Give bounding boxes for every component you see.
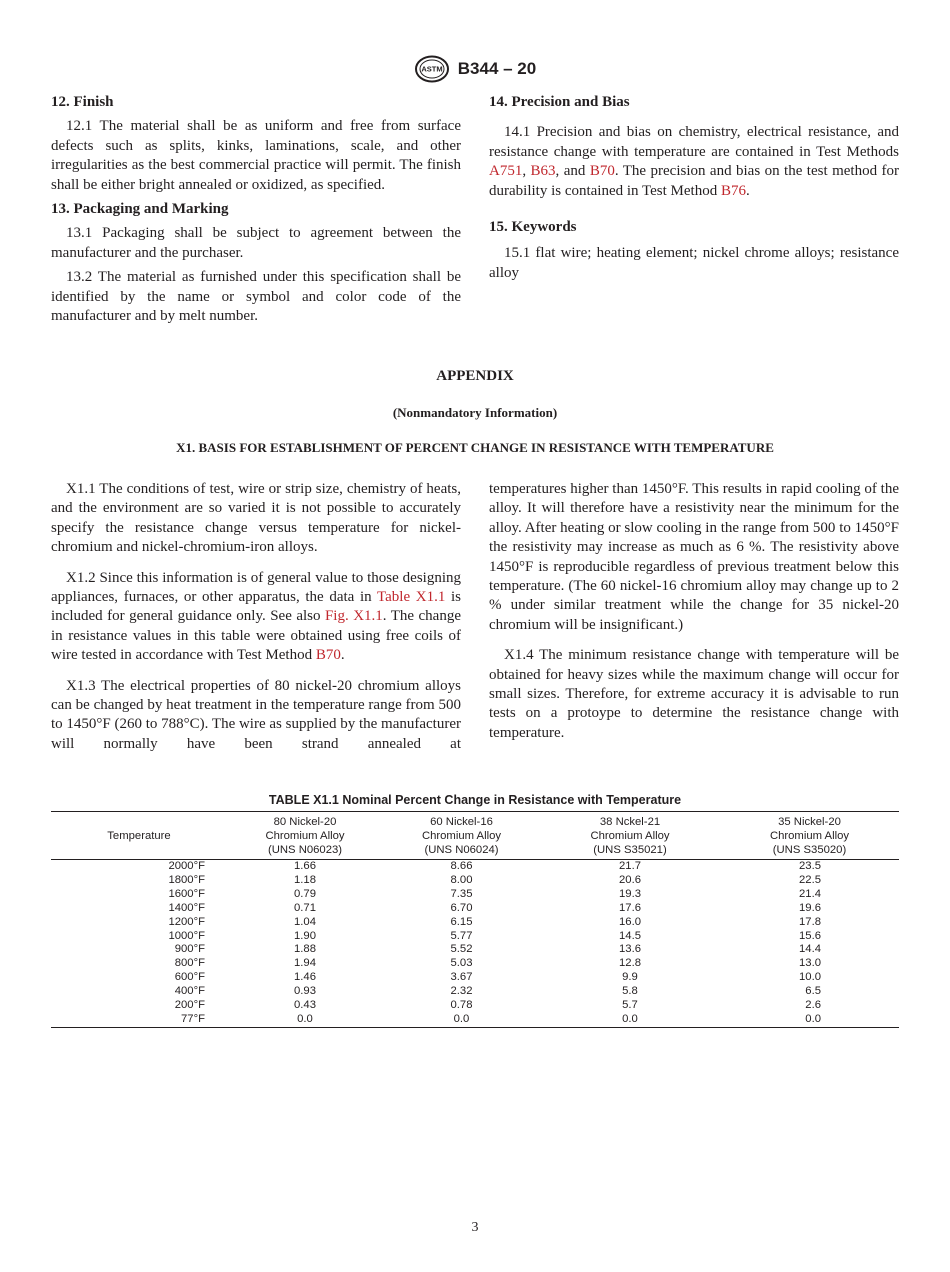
cell-temperature: 1800°F	[168, 873, 205, 886]
cell-temperature: 1200°F	[168, 915, 205, 928]
end-dot: .	[746, 182, 750, 199]
header-line: Chromium Alloy	[265, 830, 345, 842]
cell-alloy-2: 3.67	[450, 971, 473, 984]
section-13-1-text: 13.1 Packaging shall be subject to agreement between the manufacturer and the purchaser.	[51, 225, 461, 261]
cell-temperature: 900°F	[174, 943, 205, 956]
table-row	[51, 916, 899, 930]
cell-alloy-2: 2.32	[450, 985, 473, 998]
page-header	[0, 55, 950, 83]
cell-alloy-1: 1.90	[294, 929, 316, 942]
header-line: 38 Nckel-21	[599, 816, 661, 828]
table-row	[51, 1013, 899, 1027]
cell-alloy-4: 10.0	[799, 971, 821, 984]
appendix-x1-4-text: X1.4 The minimum resistance change with temperature will be obtained for heavy sizes while the maximum change will occur for small sizes. Therefore, for extreme accuracy it is advisable to run tests on a protoype to determine the resistance change with temperature.	[489, 647, 899, 741]
appendix-title: APPENDIX	[436, 368, 514, 384]
document-designation: B344 – 20	[457, 59, 537, 78]
cell-alloy-3: 14.5	[619, 929, 641, 942]
cell-temperature: 1600°F	[168, 887, 205, 900]
cell-temperature: 2000°F	[168, 860, 205, 872]
cell-alloy-4: 15.6	[799, 929, 821, 942]
cell-alloy-1: 0.43	[294, 999, 316, 1012]
ref-link-a751[interactable]: A751	[489, 163, 523, 180]
cell-alloy-3: 19.3	[619, 887, 641, 900]
header-line: (UNS N06023)	[267, 844, 343, 856]
cell-alloy-3: 21.7	[619, 860, 641, 872]
cell-alloy-2: 0.78	[450, 999, 473, 1012]
cell-temperature: 1400°F	[168, 901, 205, 914]
header-line: (UNS N06024)	[424, 844, 499, 856]
cell-temperature: 600°F	[174, 971, 205, 984]
cell-alloy-1: 0.93	[294, 985, 316, 998]
ref-link-b63[interactable]: B63	[530, 163, 556, 180]
cell-alloy-1: 1.94	[294, 957, 316, 970]
cell-alloy-2: 8.66	[450, 860, 473, 872]
cell-alloy-3: 0.0	[540, 1013, 720, 1027]
section-14-heading: 14. Precision and Bias	[489, 94, 630, 110]
table-row	[51, 943, 899, 957]
column-header-alloy-3	[540, 812, 720, 860]
section-13-2-text: 13.2 The material as furnished under this specification shall be identified by the name or symbol and color code of the manufacturer and by melt number.	[51, 269, 461, 325]
cell-alloy-3: 16.0	[619, 915, 641, 928]
section-15-heading: 15. Keywords	[489, 219, 577, 236]
table-row	[51, 860, 899, 874]
cell-alloy-2: 0.0	[383, 1013, 540, 1027]
table-row	[51, 971, 899, 985]
ref-link-b76[interactable]: B76	[720, 182, 746, 199]
cell-temperature: 1000°F	[168, 929, 205, 942]
cell-alloy-4: 6.5	[805, 985, 821, 998]
header-line: (UNS S35021)	[593, 844, 667, 856]
column-header-alloy-4	[720, 812, 899, 860]
table-row	[51, 930, 899, 944]
ref-link-b70-appendix[interactable]: B70	[315, 647, 341, 664]
cell-temperature: 800°F	[174, 957, 205, 970]
cell-temperature: 200°F	[174, 999, 205, 1012]
cell-alloy-4: 22.5	[799, 873, 821, 886]
cell-alloy-2: 6.70	[450, 901, 473, 914]
x1-2-part-b: is included for general guidance only. See also	[51, 589, 461, 625]
cell-alloy-3: 5.8	[622, 985, 638, 998]
section-14-1-part-a: 14.1 Precision and bias on chemistry, electrical resistance, and resistance change with temperature are contained in Test Methods	[489, 124, 899, 160]
cell-alloy-2: 6.15	[450, 915, 473, 928]
header-line: Chromium Alloy	[769, 830, 850, 842]
appendix-x1-heading: X1. BASIS FOR ESTABLISHMENT OF PERCENT CHANGE IN RESISTANCE WITH TEMPERATURE	[176, 440, 774, 455]
table-body	[51, 860, 899, 1028]
column-header-alloy-2	[383, 812, 540, 860]
cell-alloy-3: 17.6	[619, 901, 641, 914]
table-row	[51, 888, 899, 902]
cell-alloy-4: 19.6	[799, 901, 821, 914]
cell-alloy-1: 0.79	[294, 887, 316, 900]
cell-alloy-2: 7.35	[450, 887, 473, 900]
header-line: 80 Nickel-20	[273, 816, 337, 828]
cell-alloy-3: 12.8	[619, 957, 641, 970]
appendix-left-column	[51, 480, 461, 759]
cell-alloy-4: 0.0	[720, 1013, 899, 1027]
sep-2: , and	[555, 163, 590, 180]
appendix-x1-3-text-start: X1.3 The electrical properties of 80 nickel-20 chromium alloys can be changed by heat treatment in the temperature range from 500 to 1450°F (260 to 788°C). The wire as supplied by the manufacturer will normally have been strand annealed at	[51, 677, 461, 752]
cell-temperature: 400°F	[174, 985, 205, 998]
resistance-change-table	[51, 811, 899, 1028]
table-header-row	[51, 812, 899, 860]
astm-logo-icon	[414, 55, 450, 83]
cell-alloy-4: 23.5	[799, 860, 821, 872]
astm-logo-text: ASTM	[421, 64, 443, 74]
cell-alloy-1: 1.66	[294, 860, 316, 872]
cell-alloy-1: 1.88	[294, 943, 316, 956]
cell-alloy-4: 14.4	[799, 943, 821, 956]
section-12-1-text: 12.1 The material shall be as uniform and free from surface defects such as splits, kinks, laminations, scale, and other irregularities as the best commercial practice will permit. The finish shall be either bright annealed or oxidized, as specified.	[51, 118, 461, 193]
section-14-1-text	[489, 123, 899, 201]
header-line: Chromium Alloy	[590, 830, 670, 842]
appendix-x1-3-text-cont: temperatures higher than 1450°F. This results in rapid cooling of the alloy. It will therefore have a resistivity near the minimum for the alloy. After heating or slow cooling in the range from 500 to 1450°F the resistivity may increase as much as 6 %. The resistivity above 1450°F is reproducible regardless of previous treatment below this temperature. (The 60 nickel-16 chromium alloy may change up to 2 % under similar treatment while the change for 35 nickel-20 chromium will be insignificant.)	[489, 481, 899, 633]
table-row	[51, 985, 899, 999]
cell-alloy-3: 9.9	[622, 971, 638, 984]
cell-alloy-2: 5.52	[450, 943, 473, 956]
header-line: (UNS S35020)	[772, 844, 847, 856]
right-column-sections	[489, 93, 899, 288]
table-row	[51, 957, 899, 971]
x1-2-part-a: X1.2 Since this information is of general value to those designing appliances, furnaces, or other apparatus, the data in	[51, 569, 461, 606]
ref-link-table-x1-1[interactable]: Table X1.1	[377, 589, 446, 606]
table-row	[51, 999, 899, 1013]
header-line: Chromium Alloy	[421, 830, 502, 842]
cell-alloy-4: 21.4	[799, 887, 821, 900]
ref-link-fig-x1-1[interactable]: Fig. X1.1	[324, 608, 383, 625]
cell-alloy-4: 17.8	[799, 915, 821, 928]
cell-alloy-3: 5.7	[622, 999, 638, 1012]
header-line: 35 Nickel-20	[778, 816, 841, 828]
appendix-subtitle: (Nonmandatory Information)	[392, 405, 558, 420]
cell-alloy-1: 0.71	[294, 901, 316, 914]
cell-alloy-1: 1.46	[294, 971, 316, 984]
cell-alloy-2: 8.00	[450, 873, 473, 886]
section-12-heading: 12. Finish	[51, 94, 114, 110]
table-caption: TABLE X1.1 Nominal Percent Change in Resistance with Temperature	[268, 793, 682, 807]
cell-alloy-3: 13.6	[619, 943, 641, 956]
cell-alloy-2: 5.03	[450, 957, 473, 970]
cell-alloy-3: 20.6	[619, 873, 641, 886]
x1-2-dot: .	[340, 647, 345, 664]
cell-alloy-1: 1.18	[294, 873, 316, 886]
cell-alloy-4: 2.6	[805, 999, 821, 1012]
cell-alloy-4: 13.0	[799, 957, 821, 970]
appendix-x1-1-text: X1.1 The conditions of test, wire or strip size, chemistry of heats, and the environment are so varied it is not possible to accurately specify the resistance change versus temperature for nickel-chromium and nickel-chromium-iron alloys.	[51, 481, 461, 556]
table-row	[51, 902, 899, 916]
column-header-alloy-1	[227, 812, 383, 860]
left-column-sections	[51, 93, 461, 331]
section-13-heading: 13. Packaging and Marking	[51, 201, 229, 218]
section-14-1-part-b: . The precision and bias on the test method for durability is contained in Test Method	[489, 163, 899, 199]
column-header-temperature: Temperature	[51, 812, 227, 860]
header-line: 60 Nickel-16	[430, 816, 493, 828]
sep-1: ,	[522, 163, 531, 180]
x1-2-part-c: . The change in resistance values in this table were obtained using free coils of wire tested in accordance with Test Method	[51, 608, 461, 664]
ref-link-b70[interactable]: B70	[589, 163, 615, 180]
cell-temperature: 77°F	[51, 1013, 227, 1027]
appendix-right-column	[489, 480, 899, 748]
appendix-x1-2-text	[51, 569, 461, 666]
cell-alloy-1: 0.0	[227, 1013, 383, 1027]
page-number: 3	[471, 1220, 479, 1235]
cell-alloy-2: 5.77	[450, 929, 473, 942]
section-15-1-text: 15.1 flat wire; heating element; nickel chrome alloys; resistance alloy	[489, 245, 899, 281]
table-row	[51, 874, 899, 888]
cell-alloy-1: 1.04	[294, 915, 316, 928]
